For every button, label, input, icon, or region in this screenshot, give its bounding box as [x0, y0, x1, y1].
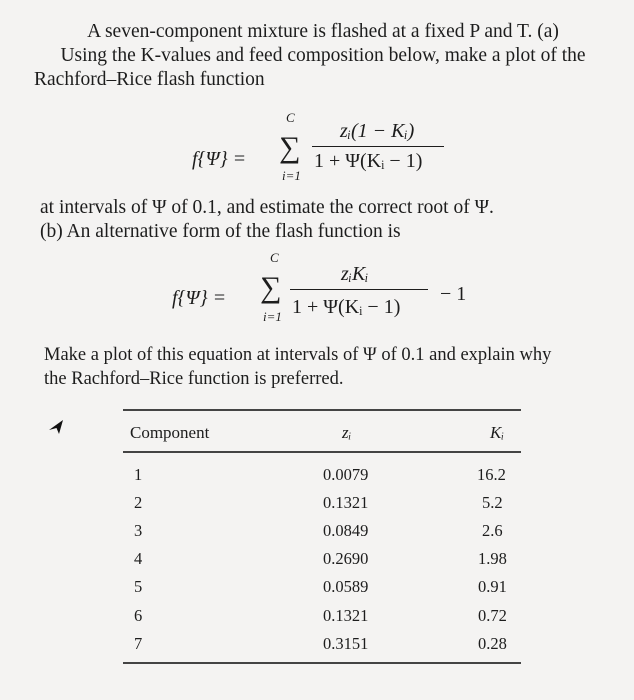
intro-line-3: Rachford–Rice flash function: [34, 69, 265, 90]
eq1-fraction-bar: [312, 146, 444, 147]
cell-component: 2: [134, 493, 143, 512]
cell-z: 0.1321: [323, 493, 369, 512]
problem-end: [44, 343, 551, 391]
problem-intro: [28, 20, 618, 92]
cell-z: 0.0079: [323, 465, 369, 484]
header-component: Component: [130, 423, 210, 442]
eq1-sum-upper: C: [286, 110, 295, 125]
header-z: zᵢ: [342, 423, 352, 442]
cell-z: 0.0849: [323, 521, 369, 540]
mouse-cursor-icon: [47, 416, 67, 438]
eq1-lhs: f{Ψ} =: [192, 148, 247, 170]
eq2-sum-symbol: ∑: [260, 271, 282, 304]
cell-k: 5.2: [482, 493, 503, 512]
cell-component: 6: [134, 606, 143, 625]
mid-line-2: (b) An alternative form of the flash function is: [40, 221, 401, 242]
table-top-rule: [123, 409, 521, 411]
eq1-sum-lower: i=1: [282, 168, 301, 183]
cell-component: 5: [134, 577, 143, 596]
problem-middle: [40, 196, 494, 244]
eq2-fraction-bar: [290, 289, 428, 290]
cell-k: 1.98: [478, 549, 507, 568]
cell-component: 7: [134, 634, 143, 653]
cell-k: 0.28: [478, 634, 507, 653]
mid-line-1: at intervals of Ψ of 0.1, and estimate the correct root of Ψ.: [40, 197, 494, 218]
eq2-sum-lower: i=1: [263, 309, 282, 324]
cell-component: 3: [134, 521, 143, 540]
cell-k: 0.72: [478, 606, 507, 625]
eq2-tail: − 1: [440, 283, 467, 305]
eq2-numerator: zᵢKᵢ: [341, 263, 369, 285]
intro-line-1: A seven-component mixture is flashed at a fixed P and T. (a): [87, 21, 559, 42]
eq2-sum-upper: C: [270, 250, 279, 265]
eq1-sum-symbol: ∑: [279, 131, 301, 164]
table-bottom-rule: [123, 662, 521, 664]
eq2-lhs: f{Ψ} =: [172, 287, 227, 309]
end-line-1: Make a plot of this equation at intervals of Ψ of 0.1 and explain why: [44, 345, 552, 365]
eq1-numerator: zᵢ(1 − Kᵢ): [340, 120, 415, 142]
header-k: Kᵢ: [490, 423, 505, 442]
eq1-denominator: 1 + Ψ(Kᵢ − 1): [314, 150, 423, 172]
cell-z: 0.0589: [323, 577, 369, 596]
cell-k: 16.2: [477, 465, 506, 484]
cell-z: 0.3151: [323, 634, 369, 653]
cell-component: 4: [134, 549, 143, 568]
cell-k: 0.91: [478, 577, 507, 596]
end-line-2: the Rachford–Rice function is preferred.: [44, 369, 344, 389]
intro-line-2: Using the K-values and feed composition below, make a plot of the: [60, 45, 586, 66]
cell-k: 2.6: [482, 521, 503, 540]
eq2-denominator: 1 + Ψ(Kᵢ − 1): [292, 296, 401, 318]
cell-z: 0.1321: [323, 606, 369, 625]
cell-component: 1: [134, 465, 143, 484]
table-header-rule: [123, 451, 521, 453]
cell-z: 0.2690: [323, 549, 369, 568]
